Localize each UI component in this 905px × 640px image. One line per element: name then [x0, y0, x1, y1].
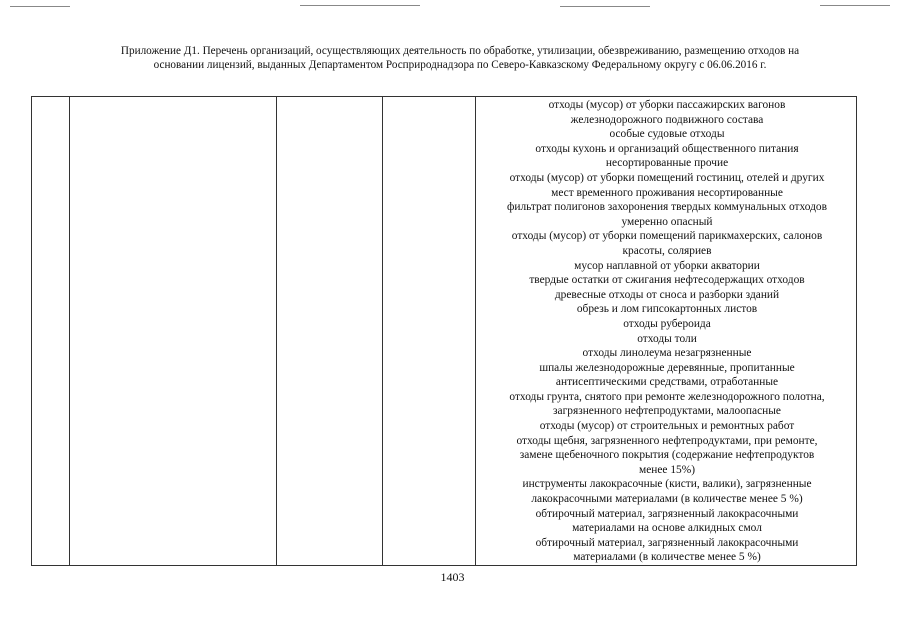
waste-types-cell: [478, 98, 856, 565]
waste-line: замене щебеночного покрытия (содержание нефтепродуктов: [519, 449, 815, 462]
waste-line: древесные отходы от сноса и разборки зданий: [554, 288, 780, 301]
header-line-2: основании лицензий, выданных Департаментом Росприроднадзора по Северо-Кавказскому Федеральному округу с 06.06.2016 г.: [153, 59, 767, 71]
waste-line: антисептическими средствами, отработанные: [555, 376, 779, 389]
waste-line: особые судовые отходы: [609, 128, 725, 141]
scan-artifact: [10, 6, 70, 7]
column-divider: [69, 97, 70, 565]
scan-artifact: [300, 5, 420, 6]
column-divider: [382, 97, 383, 565]
waste-line: умеренно опасный: [621, 215, 713, 228]
waste-line: отходы толи: [637, 332, 697, 345]
waste-line: обтирочный материал, загрязненный лакокрасочными: [535, 507, 799, 520]
scan-artifact: [560, 6, 650, 7]
waste-line: шпалы железнодорожные деревянные, пропитанные: [539, 361, 795, 374]
waste-line: материалами (в количестве менее 5 %): [573, 551, 761, 564]
waste-line: отходы (мусор) от уборки помещений парикмахерских, салонов: [511, 230, 823, 243]
waste-line: обтирочный материал, загрязненный лакокрасочными: [535, 536, 799, 549]
page-number: 1403: [440, 570, 465, 584]
column-divider: [276, 97, 277, 565]
waste-line: красоты, соляриев: [622, 244, 712, 257]
waste-line: мусор наплавной от уборки акватории: [574, 259, 760, 272]
waste-line: отходы грунта, снятого при ремонте железнодорожного полотна,: [509, 390, 825, 403]
scan-artifact: [820, 5, 890, 6]
waste-line: менее 15%): [639, 463, 695, 476]
waste-line: обрезь и лом гипсокартонных листов: [576, 303, 758, 316]
document-header: [60, 44, 860, 72]
waste-line: отходы (мусор) от строительных и ремонтных работ: [539, 420, 795, 433]
waste-line: несортированные прочие: [605, 157, 729, 170]
waste-line: твердые остатки от сжигания нефтесодержащих отходов: [529, 274, 805, 287]
waste-line: инструменты лакокрасочные (кисти, валики), загрязненные: [522, 478, 812, 491]
waste-line: отходы (мусор) от уборки помещений гостиниц, отелей и других: [509, 171, 825, 184]
waste-line: железнодорожного подвижного состава: [570, 113, 764, 126]
licenses-table: [31, 96, 857, 566]
waste-line: загрязненного нефтепродуктами, малоопасные: [553, 405, 781, 418]
waste-line: лакокрасочными материалами (в количестве менее 5 %): [531, 493, 803, 506]
waste-line: отходы линолеума незагрязненные: [582, 347, 752, 360]
waste-line: отходы кухонь и организаций общественного питания: [535, 142, 799, 155]
header-line-1: Приложение Д1. Перечень организаций, осуществляющих деятельность по обработке, утилизации, обезвреживанию, размещению отходов на: [120, 45, 800, 57]
waste-line: отходы щебня, загрязненного нефтепродуктами, при ремонте,: [516, 434, 818, 447]
waste-line: фильтрат полигонов захоронения твердых коммунальных отходов: [506, 201, 828, 214]
column-divider: [475, 97, 476, 565]
waste-line: мест временного проживания несортированные: [551, 186, 783, 199]
waste-line: материалами на основе алкидных смол: [572, 522, 762, 535]
waste-line: отходы рубероида: [623, 317, 711, 330]
waste-line: отходы (мусор) от уборки пассажирских вагонов: [548, 99, 786, 111]
